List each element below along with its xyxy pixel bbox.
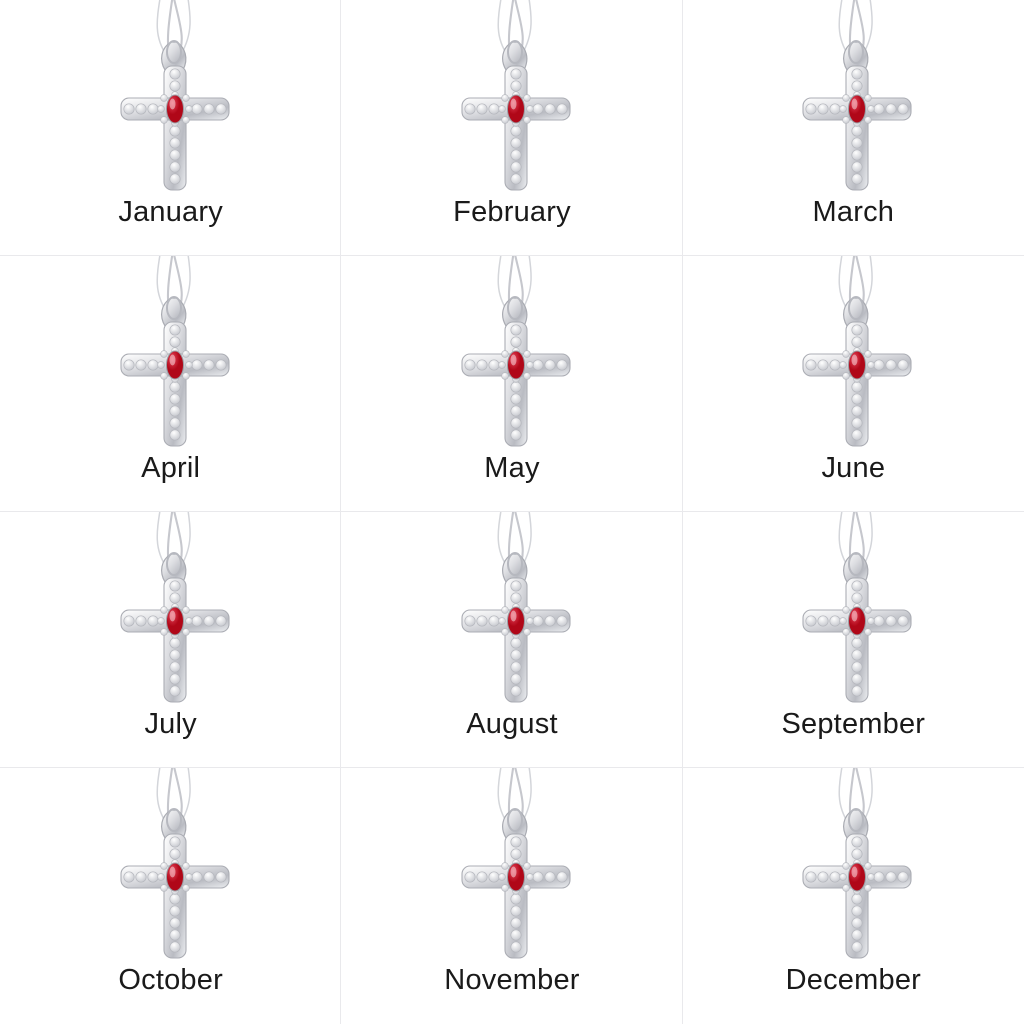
pendant-illustration (342, 768, 682, 964)
month-label: October (118, 964, 223, 996)
pendant-photo (0, 512, 341, 708)
grid-cell-october (0, 768, 341, 1024)
grid-cell-july (0, 512, 341, 768)
grid-cell-january (0, 0, 341, 256)
pendant-illustration (683, 256, 1023, 452)
pendant-illustration (683, 768, 1023, 964)
month-label: December (785, 964, 922, 996)
month-label: April (141, 452, 201, 484)
pendant-illustration (1, 256, 341, 452)
pendant-photo (0, 768, 341, 964)
grid-cell-november (341, 768, 682, 1024)
pendant-photo (683, 256, 1024, 452)
pendant-photo (341, 0, 682, 196)
grid-cell-september (683, 512, 1024, 768)
pendant-photo (341, 512, 682, 708)
pendant-photo (341, 256, 682, 452)
month-label: November (444, 964, 580, 996)
pendant-illustration (1, 512, 341, 708)
pendant-illustration (683, 512, 1023, 708)
month-label: September (781, 708, 926, 740)
grid-cell-april (0, 256, 341, 512)
pendant-photo (0, 256, 341, 452)
grid-cell-march (683, 0, 1024, 256)
month-label: August (466, 708, 558, 740)
grid-cell-february (341, 0, 682, 256)
grid-cell-may (341, 256, 682, 512)
month-label: March (812, 196, 895, 228)
pendant-photo (683, 768, 1024, 964)
month-label: June (821, 452, 886, 484)
pendant-photo (0, 0, 341, 196)
pendant-illustration (342, 512, 682, 708)
pendant-photo (341, 768, 682, 964)
pendant-photo (683, 512, 1024, 708)
pendant-photo (683, 0, 1024, 196)
month-label: January (118, 196, 223, 228)
pendant-illustration (1, 768, 341, 964)
pendant-illustration (342, 256, 682, 452)
grid-cell-june (683, 256, 1024, 512)
month-label: February (453, 196, 571, 228)
pendant-illustration (1, 0, 341, 196)
grid-cell-december (683, 768, 1024, 1024)
grid-cell-august (341, 512, 682, 768)
month-label: July (144, 708, 197, 740)
pendant-illustration (342, 0, 682, 196)
month-label: May (484, 452, 540, 484)
pendant-illustration (683, 0, 1023, 196)
